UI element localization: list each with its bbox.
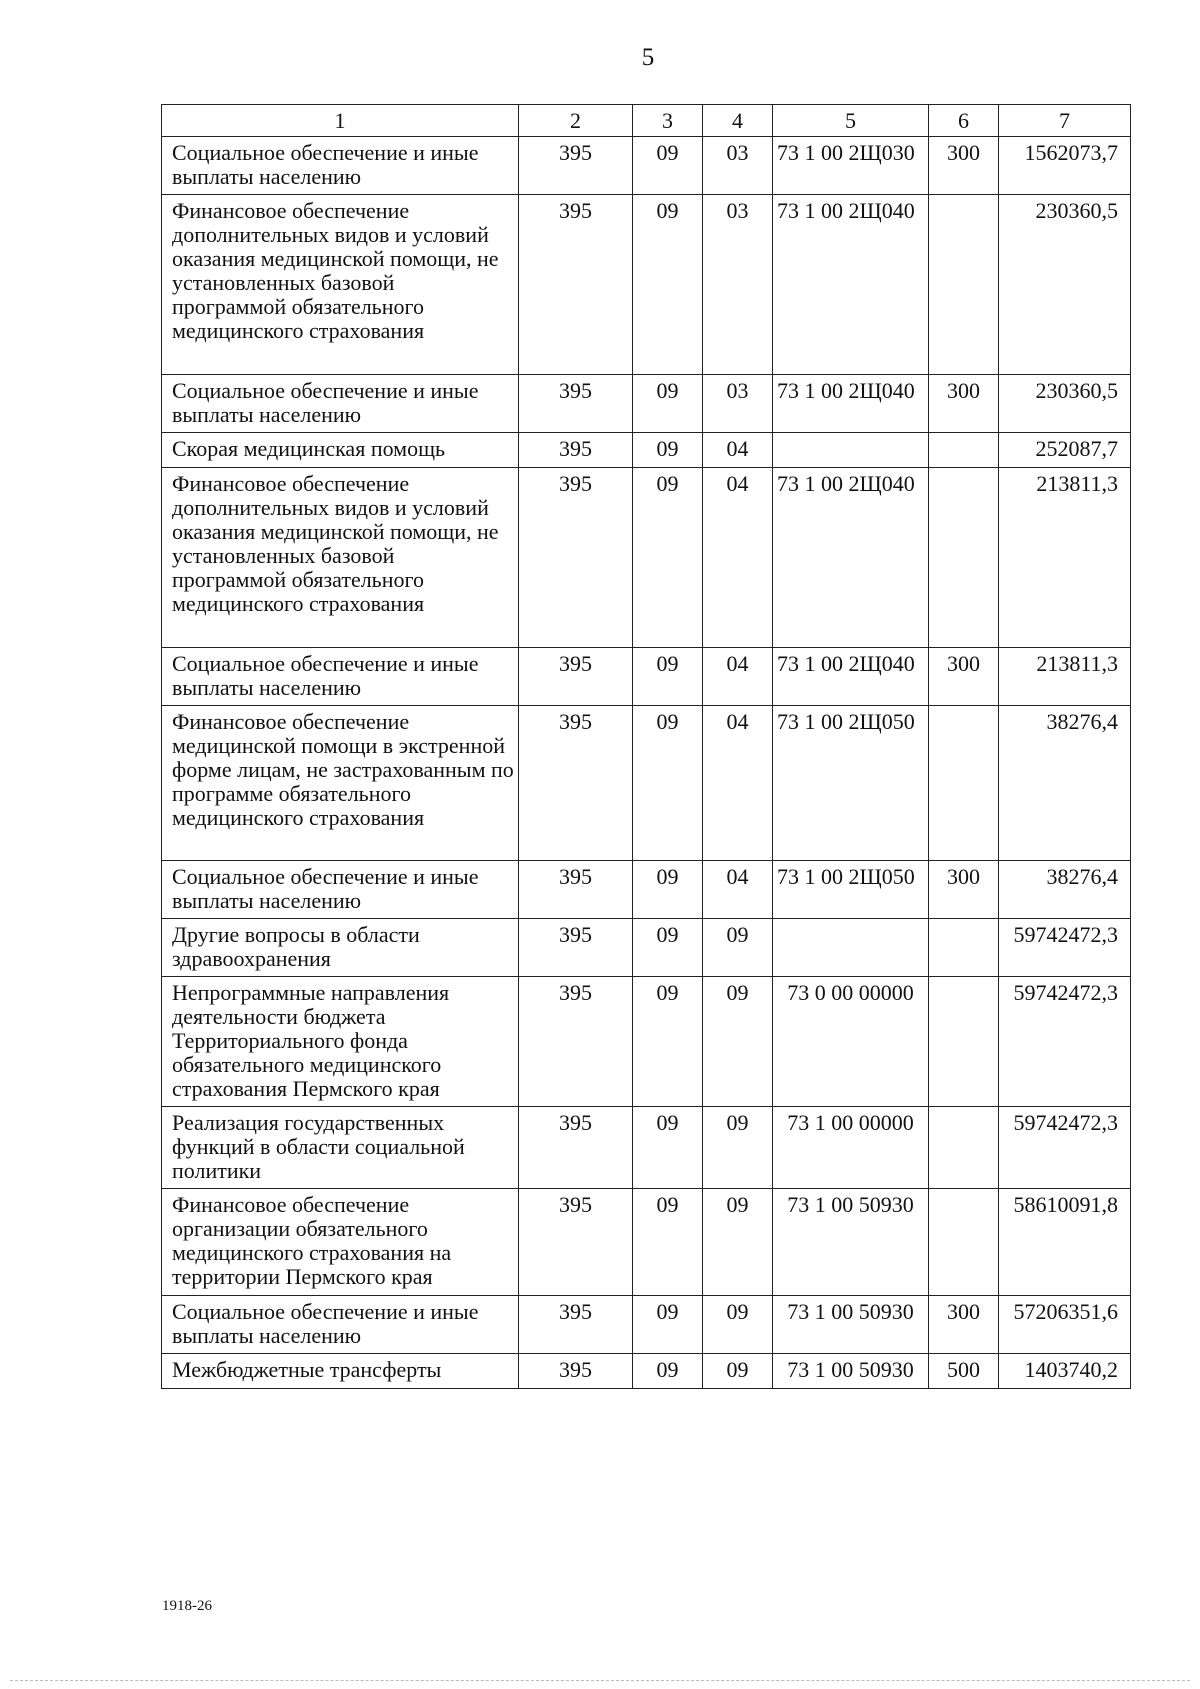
row-amount: 213811,3 bbox=[999, 468, 1131, 648]
row-name: Непрограммные направления деятельности бюджета Территориального фонда обязательного медицинского страхования Пермского края bbox=[162, 977, 519, 1107]
row-subsection: 04 bbox=[703, 861, 773, 919]
row-subsection: 04 bbox=[703, 468, 773, 648]
row-subsection: 09 bbox=[703, 1354, 773, 1389]
row-admin-code: 395 bbox=[519, 1354, 633, 1389]
row-name: Социальное обеспечение и иные выплаты населению bbox=[162, 1296, 519, 1354]
table-row bbox=[162, 1189, 1131, 1296]
row-name: Социальное обеспечение и иные выплаты населению bbox=[162, 648, 519, 706]
row-target-article: 73 1 00 50930 bbox=[773, 1189, 929, 1296]
table-row bbox=[162, 375, 1131, 433]
header-col-2: 2 bbox=[519, 105, 633, 137]
row-amount: 38276,4 bbox=[999, 861, 1131, 919]
row-amount: 38276,4 bbox=[999, 706, 1131, 861]
scan-edge-divider bbox=[10, 1680, 1190, 1681]
row-expense-type bbox=[929, 433, 999, 468]
row-amount: 59742472,3 bbox=[999, 1107, 1131, 1189]
table-row bbox=[162, 1107, 1131, 1189]
row-section: 09 bbox=[633, 977, 703, 1107]
row-section: 09 bbox=[633, 1189, 703, 1296]
row-section: 09 bbox=[633, 375, 703, 433]
row-amount: 1403740,2 bbox=[999, 1354, 1131, 1389]
row-expense-type bbox=[929, 919, 999, 977]
row-section: 09 bbox=[633, 137, 703, 195]
header-col-6: 6 bbox=[929, 105, 999, 137]
row-target-article: 73 1 00 2Щ050 bbox=[773, 861, 929, 919]
row-name: Финансовое обеспечение дополнительных видов и условий оказания медицинской помощи, не установленных базовой программой обязательного медицинского страхования bbox=[162, 468, 519, 648]
row-subsection: 09 bbox=[703, 1107, 773, 1189]
row-section: 09 bbox=[633, 1296, 703, 1354]
row-amount: 230360,5 bbox=[999, 195, 1131, 375]
table-row bbox=[162, 195, 1131, 375]
table-row bbox=[162, 919, 1131, 977]
row-expense-type: 300 bbox=[929, 648, 999, 706]
row-admin-code: 395 bbox=[519, 195, 633, 375]
row-expense-type bbox=[929, 195, 999, 375]
row-subsection: 09 bbox=[703, 977, 773, 1107]
row-target-article: 73 1 00 50930 bbox=[773, 1354, 929, 1389]
row-amount: 58610091,8 bbox=[999, 1189, 1131, 1296]
row-amount: 1562073,7 bbox=[999, 137, 1131, 195]
row-target-article: 73 1 00 2Щ040 bbox=[773, 648, 929, 706]
row-subsection: 09 bbox=[703, 1296, 773, 1354]
row-amount: 59742472,3 bbox=[999, 977, 1131, 1107]
row-admin-code: 395 bbox=[519, 648, 633, 706]
row-name: Социальное обеспечение и иные выплаты населению bbox=[162, 861, 519, 919]
row-subsection: 03 bbox=[703, 375, 773, 433]
row-subsection: 03 bbox=[703, 137, 773, 195]
row-section: 09 bbox=[633, 433, 703, 468]
row-subsection: 04 bbox=[703, 648, 773, 706]
header-col-1: 1 bbox=[162, 105, 519, 137]
row-target-article: 73 1 00 50930 bbox=[773, 1296, 929, 1354]
row-name: Финансовое обеспечение медицинской помощи в экстренной форме лицам, не застрахованным по программе обязательного медицинского страхования bbox=[162, 706, 519, 861]
row-name: Финансовое обеспечение дополнительных видов и условий оказания медицинской помощи, не установленных базовой программой обязательного медицинского страхования bbox=[162, 195, 519, 375]
header-col-3: 3 bbox=[633, 105, 703, 137]
row-expense-type bbox=[929, 1189, 999, 1296]
row-admin-code: 395 bbox=[519, 977, 633, 1107]
header-col-7: 7 bbox=[999, 105, 1131, 137]
row-section: 09 bbox=[633, 468, 703, 648]
header-col-5: 5 bbox=[773, 105, 929, 137]
row-expense-type: 500 bbox=[929, 1354, 999, 1389]
row-expense-type bbox=[929, 706, 999, 861]
row-target-article bbox=[773, 433, 929, 468]
row-amount: 213811,3 bbox=[999, 648, 1131, 706]
row-amount: 230360,5 bbox=[999, 375, 1131, 433]
row-expense-type bbox=[929, 1107, 999, 1189]
header-col-4: 4 bbox=[703, 105, 773, 137]
row-amount: 59742472,3 bbox=[999, 919, 1131, 977]
row-admin-code: 395 bbox=[519, 1189, 633, 1296]
row-admin-code: 395 bbox=[519, 137, 633, 195]
row-subsection: 03 bbox=[703, 195, 773, 375]
row-target-article: 73 1 00 2Щ030 bbox=[773, 137, 929, 195]
row-target-article: 73 1 00 2Щ040 bbox=[773, 375, 929, 433]
table-row bbox=[162, 433, 1131, 468]
row-name: Межбюджетные трансферты bbox=[162, 1354, 519, 1389]
table-row bbox=[162, 977, 1131, 1107]
row-expense-type: 300 bbox=[929, 1296, 999, 1354]
table-row bbox=[162, 648, 1131, 706]
budget-table bbox=[161, 104, 1131, 1389]
table-row bbox=[162, 1354, 1131, 1389]
row-subsection: 04 bbox=[703, 706, 773, 861]
document-code: 1918-26 bbox=[162, 1598, 212, 1614]
row-name: Социальное обеспечение и иные выплаты населению bbox=[162, 375, 519, 433]
row-admin-code: 395 bbox=[519, 468, 633, 648]
row-expense-type: 300 bbox=[929, 137, 999, 195]
table-row bbox=[162, 861, 1131, 919]
row-section: 09 bbox=[633, 648, 703, 706]
row-target-article: 73 0 00 00000 bbox=[773, 977, 929, 1107]
row-amount: 57206351,6 bbox=[999, 1296, 1131, 1354]
row-expense-type bbox=[929, 977, 999, 1107]
row-admin-code: 395 bbox=[519, 1107, 633, 1189]
row-section: 09 bbox=[633, 1107, 703, 1189]
table-row bbox=[162, 706, 1131, 861]
row-name: Другие вопросы в области здравоохранения bbox=[162, 919, 519, 977]
row-section: 09 bbox=[633, 861, 703, 919]
row-section: 09 bbox=[633, 706, 703, 861]
row-name: Социальное обеспечение и иные выплаты населению bbox=[162, 137, 519, 195]
row-name: Финансовое обеспечение организации обязательного медицинского страхования на территории Пермского края bbox=[162, 1189, 519, 1296]
row-name: Реализация государственных функций в области социальной политики bbox=[162, 1107, 519, 1189]
row-admin-code: 395 bbox=[519, 433, 633, 468]
row-admin-code: 395 bbox=[519, 919, 633, 977]
row-target-article: 73 1 00 2Щ040 bbox=[773, 195, 929, 375]
table-row bbox=[162, 468, 1131, 648]
row-subsection: 09 bbox=[703, 919, 773, 977]
table-row bbox=[162, 1296, 1131, 1354]
row-subsection: 04 bbox=[703, 433, 773, 468]
row-admin-code: 395 bbox=[519, 861, 633, 919]
table-header-row bbox=[162, 105, 1131, 137]
row-admin-code: 395 bbox=[519, 1296, 633, 1354]
row-target-article: 73 1 00 00000 bbox=[773, 1107, 929, 1189]
row-section: 09 bbox=[633, 919, 703, 977]
row-expense-type bbox=[929, 468, 999, 648]
row-admin-code: 395 bbox=[519, 375, 633, 433]
row-target-article: 73 1 00 2Щ040 bbox=[773, 468, 929, 648]
row-section: 09 bbox=[633, 1354, 703, 1389]
page-number: 5 bbox=[641, 44, 655, 71]
table-row bbox=[162, 137, 1131, 195]
row-name: Скорая медицинская помощь bbox=[162, 433, 519, 468]
row-target-article bbox=[773, 919, 929, 977]
row-amount: 252087,7 bbox=[999, 433, 1131, 468]
row-target-article: 73 1 00 2Щ050 bbox=[773, 706, 929, 861]
row-expense-type: 300 bbox=[929, 375, 999, 433]
row-admin-code: 395 bbox=[519, 706, 633, 861]
row-expense-type: 300 bbox=[929, 861, 999, 919]
row-subsection: 09 bbox=[703, 1189, 773, 1296]
row-section: 09 bbox=[633, 195, 703, 375]
